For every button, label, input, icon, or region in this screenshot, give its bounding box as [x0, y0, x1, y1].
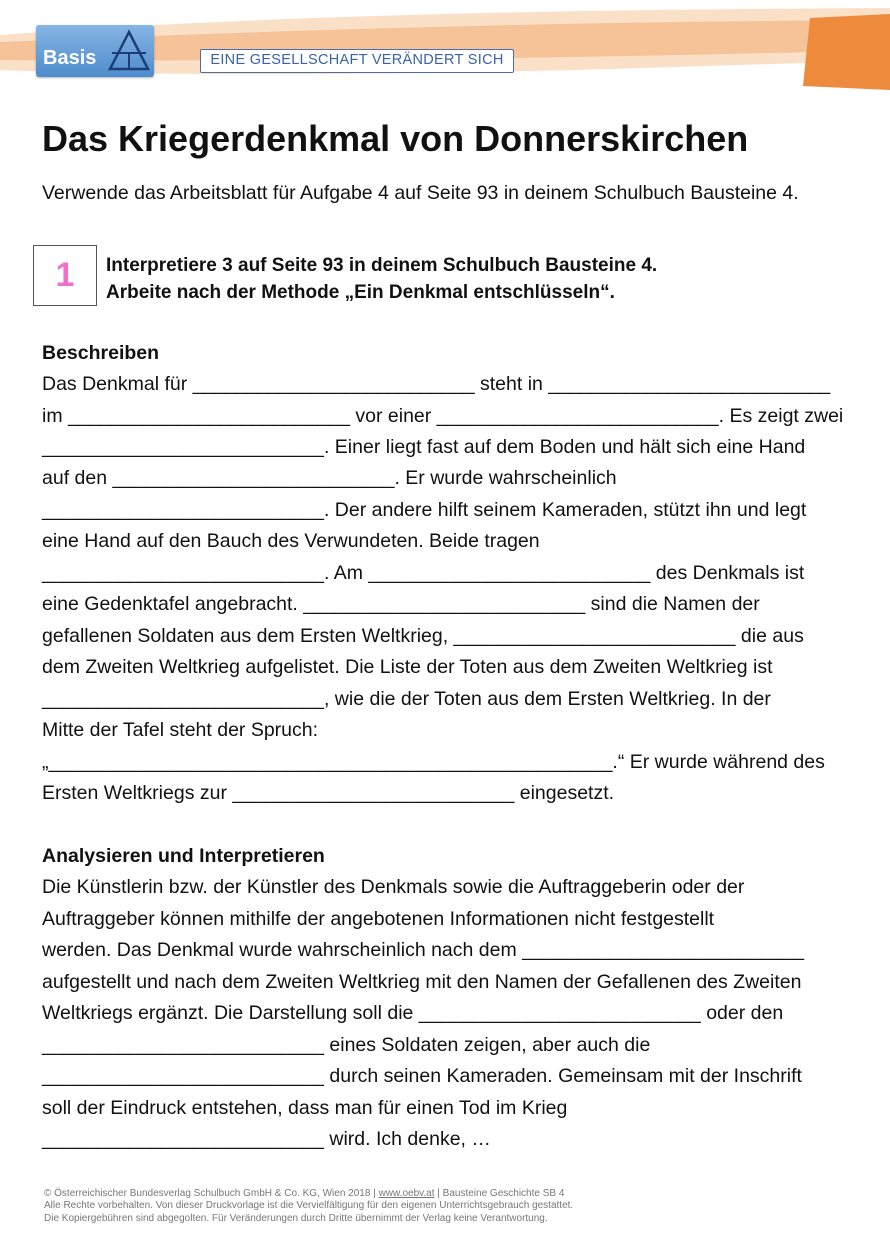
text-line: Mitte der Tafel steht der Spruch:	[42, 719, 319, 741]
section-heading-beschreiben: Beschreiben	[42, 342, 160, 364]
task-instructions	[106, 252, 657, 306]
footer-line-2: Alle Rechte vorbehalten. Von dieser Druckvorlage ist die Vervielfältigung für den eigenen Unterrichtsgebrauch gestattet.	[44, 1200, 574, 1212]
triangle-logo-icon	[108, 29, 150, 73]
footer-text: © Österreichischer Bundesverlag Schulbuch GmbH & Co. KG, Wien 2018 |	[44, 1188, 379, 1199]
footer-line-1	[44, 1188, 573, 1200]
text-line: gefallenen Soldaten aus dem Ersten Weltkrieg, __________________________ die aus	[42, 625, 804, 647]
footer-copyright	[44, 1188, 573, 1225]
text-line: werden. Das Denkmal wurde wahrscheinlich nach dem __________________________	[42, 939, 805, 961]
text-line: __________________________ durch seinen Kameraden. Gemeinsam mit der Inschrift	[42, 1065, 802, 1087]
page-title: Das Kriegerdenkmal von Donnerskirchen	[42, 118, 749, 159]
text-line: aufgestellt und nach dem Zweiten Weltkrieg mit den Namen der Gefallenen des Zweiten	[42, 971, 802, 993]
text-line: Die Künstlerin bzw. der Künstler des Denkmals sowie die Auftraggeberin oder der	[42, 876, 745, 898]
text-line: Weltkriegs ergänzt. Die Darstellung soll die __________________________ oder den	[42, 1002, 784, 1024]
text-line: __________________________ wird. Ich denke, …	[42, 1128, 491, 1150]
text-line: eine Gedenktafel angebracht. __________________________ sind die Namen der	[42, 593, 760, 615]
task-line-2: Arbeite nach der Methode „Ein Denkmal entschlüsseln“.	[106, 282, 615, 303]
series-label: EINE GESELLSCHAFT VERÄNDERT SICH	[200, 49, 514, 73]
text-line: eine Hand auf den Bauch des Verwundeten. Beide tragen	[42, 530, 540, 552]
text-line: __________________________, wie die der Toten aus dem Ersten Weltkrieg. In der	[42, 688, 771, 710]
text-line: Ersten Weltkriegs zur __________________________ eingesetzt.	[42, 782, 615, 804]
text-line: __________________________. Der andere hilft seinem Kameraden, stützt ihn und legt	[42, 499, 807, 521]
text-line: „____________________________________________________.“ Er wurde während des	[42, 751, 825, 773]
text-line: dem Zweiten Weltkrieg aufgelistet. Die Liste der Toten aus dem Zweiten Weltkrieg ist	[42, 656, 773, 678]
intro-text: Verwende das Arbeitsblatt für Aufgabe 4 auf Seite 93 in deinem Schulbuch Bausteine 4.	[42, 182, 799, 204]
footer-text: | Bausteine Geschichte SB 4	[434, 1188, 565, 1199]
basis-logo	[36, 25, 154, 77]
text-line: Auftraggeber können mithilfe der angebotenen Informationen nicht festgestellt	[42, 908, 715, 930]
task-line-1: Interpretiere 3 auf Seite 93 in deinem Schulbuch Bausteine 4.	[106, 255, 658, 276]
text-line: soll der Eindruck entstehen, dass man für einen Tod im Krieg	[42, 1097, 568, 1119]
text-line: im __________________________ vor einer __________________________. Es zeigt zwei	[42, 405, 844, 427]
header-banner	[0, 0, 890, 100]
footer-line-3: Die Kopiergebühren sind abgegolten. Für Veränderungen durch Dritte übernimmt der Verlag keine Verantwortung.	[44, 1212, 548, 1224]
publisher-link[interactable]: www.oebv.at	[378, 1188, 435, 1199]
task-number: 1	[33, 245, 97, 306]
text-line: Das Denkmal für __________________________ steht in __________________________	[42, 373, 831, 395]
text-line: auf den __________________________. Er wurde wahrscheinlich	[42, 467, 617, 489]
logo-text: Basis	[43, 47, 97, 69]
text-line: __________________________. Am __________________________ des Denkmals ist	[42, 562, 805, 584]
text-line: __________________________. Einer liegt fast auf dem Boden und hält sich eine Hand	[42, 436, 806, 458]
text-line: __________________________ eines Soldaten zeigen, aber auch die	[42, 1034, 651, 1056]
section-heading-analysieren: Analysieren und Interpretieren	[42, 845, 325, 867]
